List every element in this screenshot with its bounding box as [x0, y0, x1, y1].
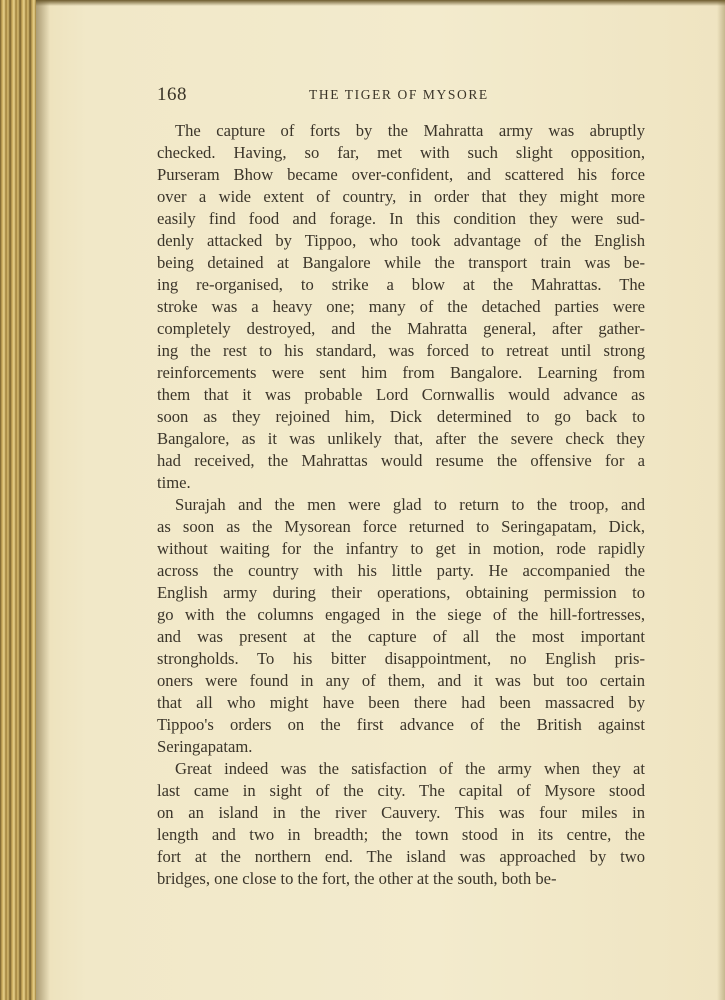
text-line: last came in sight of the city. The capital of Mysore stood — [157, 781, 645, 800]
text-line: bridges, one close to the fort, the other at the south, both be- — [157, 869, 557, 888]
body-text — [157, 120, 645, 890]
text-line: without waiting for the infantry to get in motion, rode rapidly — [157, 539, 645, 558]
text-line: Surajah and the men were glad to return to the troop, and — [175, 495, 645, 514]
text-line: fort at the northern end. The island was approached by two — [157, 847, 645, 866]
text-line: reinforcements were sent him from Bangalore. Learning from — [157, 363, 645, 382]
text-line: had received, the Mahrattas would resume the offensive for a — [157, 451, 645, 470]
top-page-edge — [36, 0, 725, 6]
text-line: Tippoo's orders on the first advance of the British against — [157, 715, 645, 734]
text-line: soon as they rejoined him, Dick determined to go back to — [157, 407, 645, 426]
text-line: Purseram Bhow became over-confident, and scattered his force — [157, 165, 645, 184]
text-line: Seringapatam. — [157, 737, 253, 756]
text-line: checked. Having, so far, met with such slight opposition, — [157, 143, 645, 162]
right-page-edge — [717, 0, 725, 1000]
text-line: English army during their operations, obtaining permission to — [157, 583, 645, 602]
text-line: completely destroyed, and the Mahratta general, after gather- — [157, 319, 645, 338]
text-line: ing re-organised, to strike a blow at the Mahrattas. The — [157, 275, 645, 294]
paragraph — [157, 120, 645, 494]
text-line: on an island in the river Cauvery. This was four miles in — [157, 803, 645, 822]
paragraph — [157, 494, 645, 758]
paragraph — [157, 758, 645, 890]
gutter-shadow — [36, 0, 50, 1000]
text-line: over a wide extent of country, in order that they might more — [157, 187, 645, 206]
text-line: and was present at the capture of all the most important — [157, 627, 645, 646]
running-title: THE TIGER OF MYSORE — [309, 87, 489, 102]
text-line: easily find food and forage. In this condition they were sud- — [157, 209, 645, 228]
text-line: as soon as the Mysorean force returned to Seringapatam, Dick, — [157, 517, 645, 536]
text-line: The capture of forts by the Mahratta army was abruptly — [175, 121, 645, 140]
text-line: being detained at Bangalore while the transport train was be- — [157, 253, 645, 272]
text-line: time. — [157, 473, 191, 492]
text-line: strongholds. To his bitter disappointment, no English pris- — [157, 649, 645, 668]
text-line: ing the rest to his standard, was forced to retreat until strong — [157, 341, 645, 360]
text-line: stroke was a heavy one; many of the detached parties were — [157, 297, 645, 316]
book-binding-edge — [0, 0, 36, 1000]
page-header — [157, 84, 647, 108]
text-line: length and two in breadth; the town stood in its centre, the — [157, 825, 645, 844]
text-line: go with the columns engaged in the siege of the hill-fortresses, — [157, 605, 645, 624]
text-line: them that it was probable Lord Cornwallis would advance as — [157, 385, 645, 404]
text-line: Great indeed was the satisfaction of the army when they at — [175, 759, 645, 778]
text-line: across the country with his little party. He accompanied the — [157, 561, 645, 580]
text-line: that all who might have been there had been massacred by — [157, 693, 645, 712]
text-line: Bangalore, as it was unlikely that, after the severe check they — [157, 429, 645, 448]
text-line: denly attacked by Tippoo, who took advantage of the English — [157, 231, 645, 250]
page-number: 168 — [157, 84, 187, 105]
text-line: oners were found in any of them, and it was but too certain — [157, 671, 645, 690]
